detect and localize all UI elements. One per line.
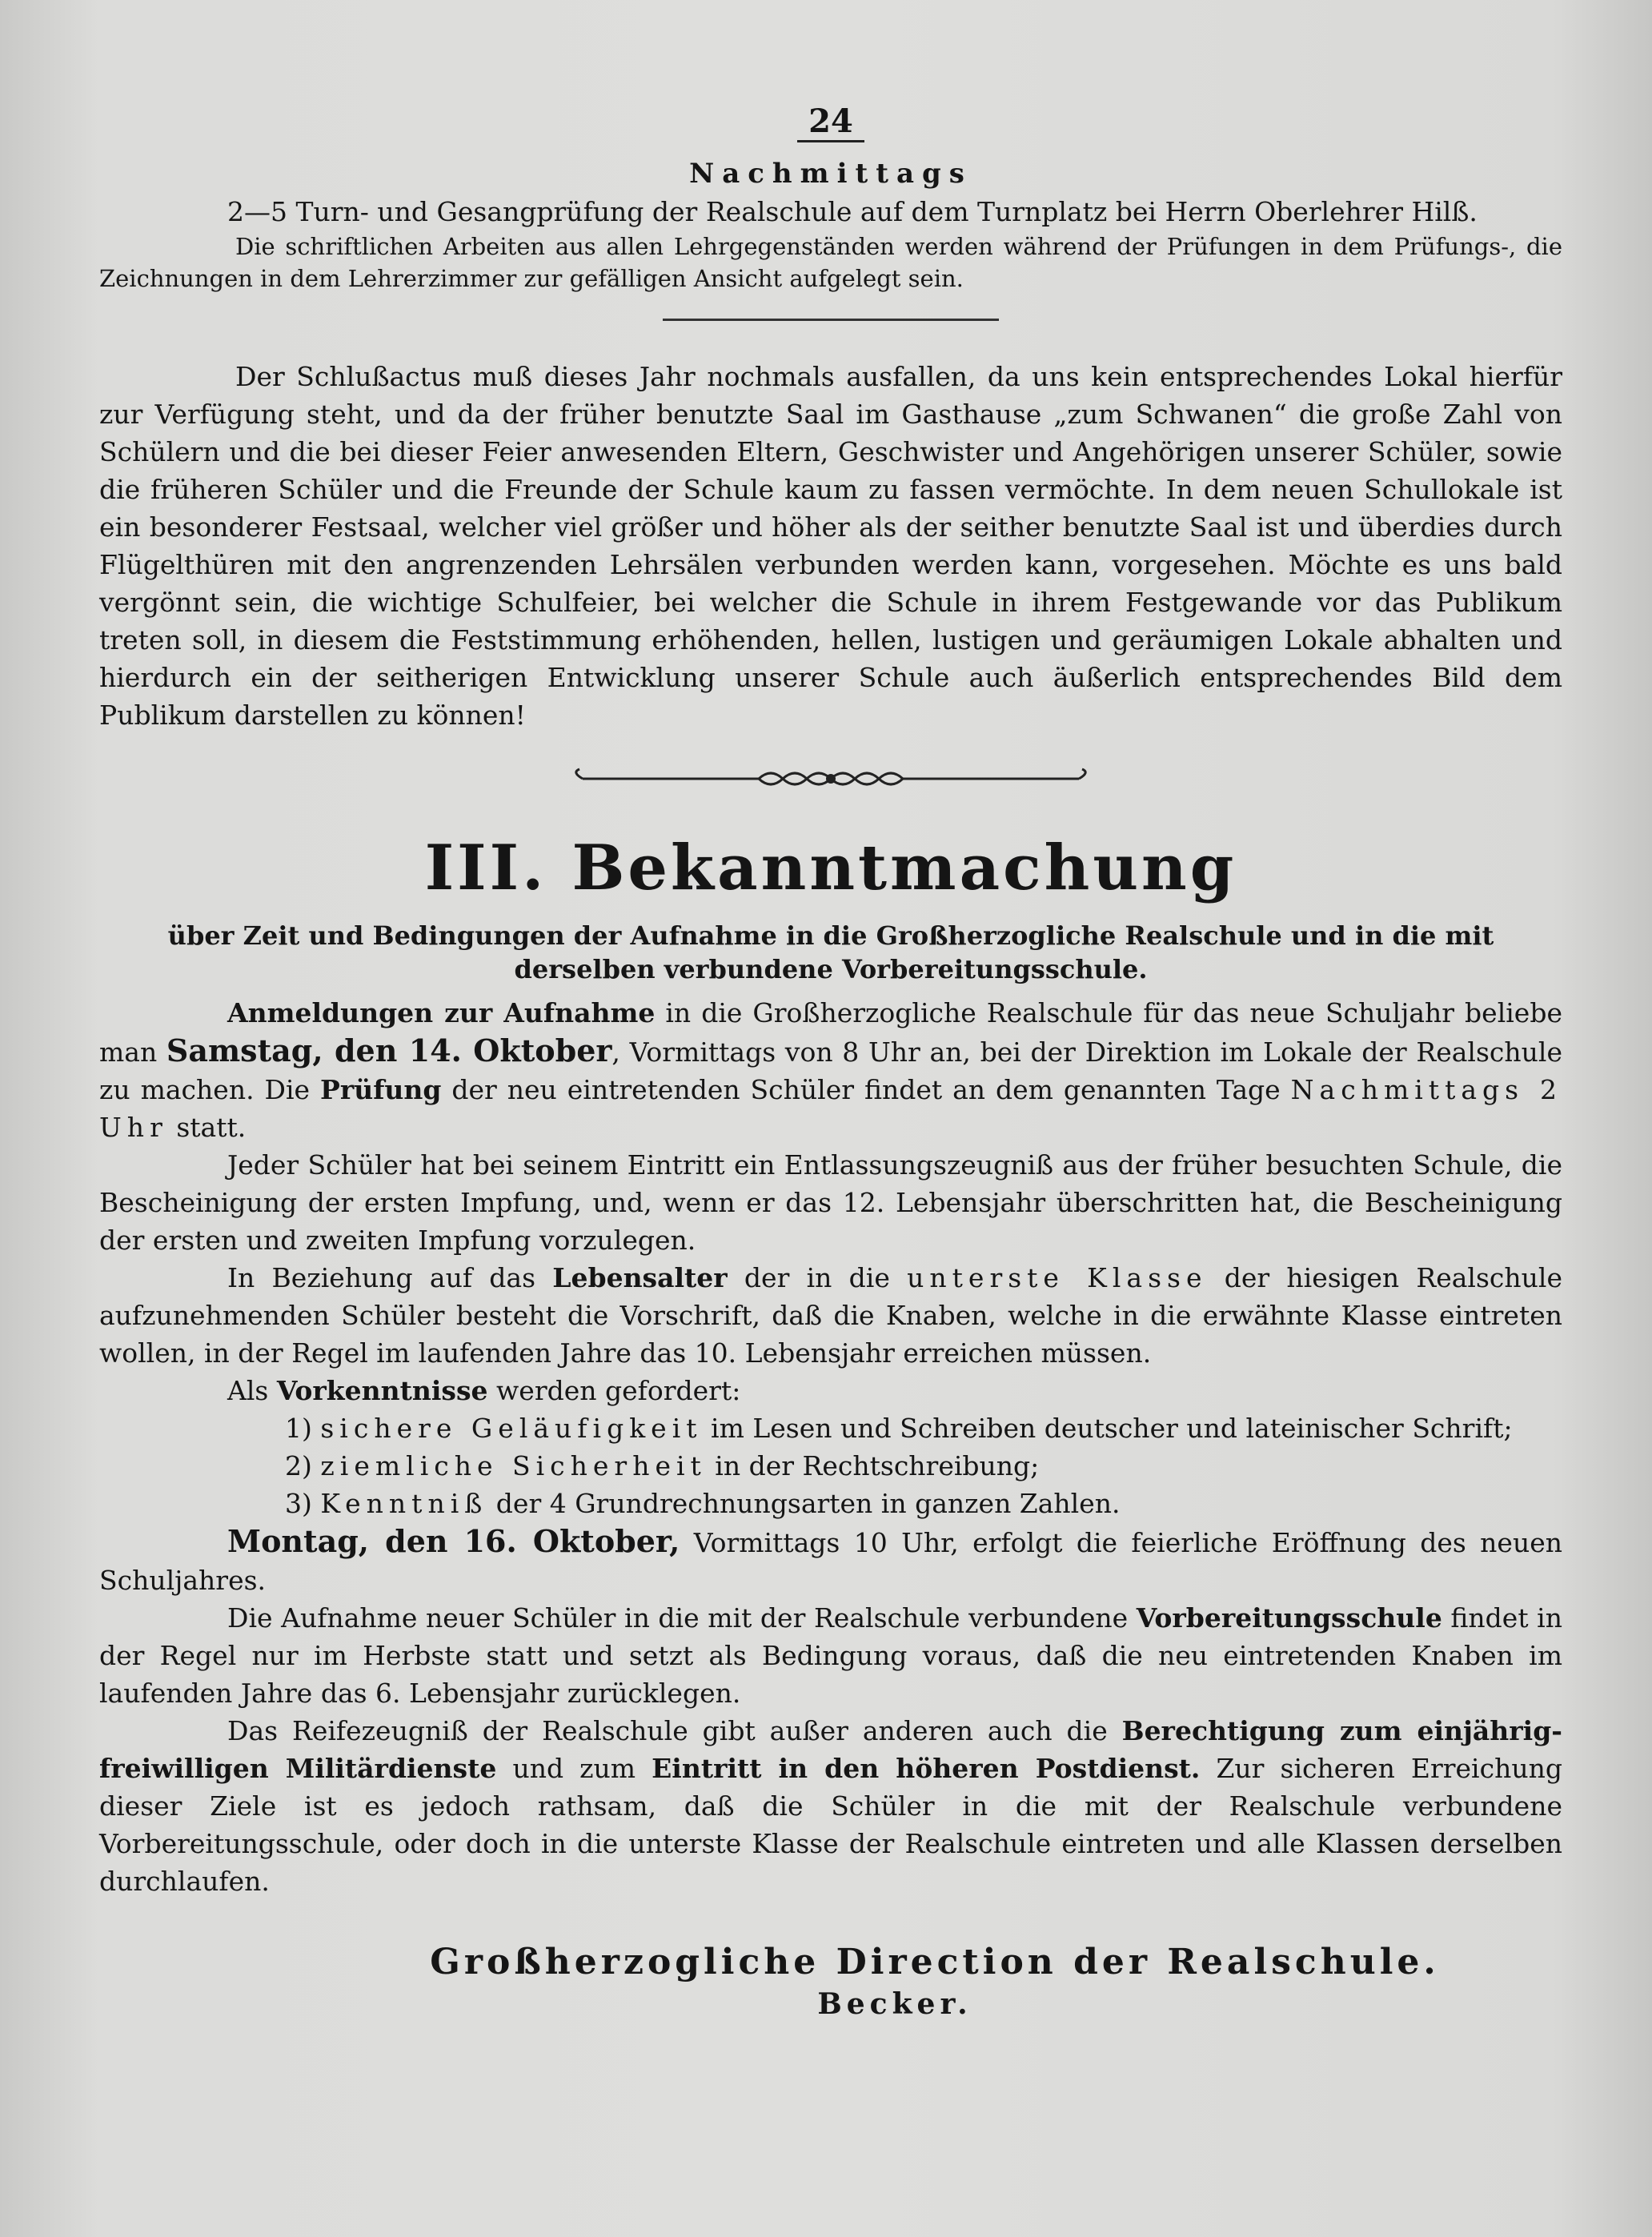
- age-paragraph: In Beziehung auf das Lebensalter der in die unterste Klasse der hiesigen Realschule aufzunehmenden Schüler besteht die Vorschrift, daß die Knaben, welche in die erwähnte Klasse eintreten wollen, in der Regel im laufenden Jahre das 10. Lebensjahr erreichen müssen.: [99, 1262, 1562, 1369]
- announcement-title: Bekanntmachung: [571, 832, 1237, 904]
- announcement-subtitle: über Zeit und Bedingungen der Aufnahme in die Großherzogliche Realschule und in die mit derselben verbundene Vorbereitungsschule.: [167, 920, 1494, 984]
- exam-term: Prüfung: [320, 1074, 442, 1105]
- afternoon-schedule: 2—5 Turn- und Gesangprüfung der Realschule auf dem Turnplatz bei Herrn Oberlehrer Hilß.: [227, 196, 1478, 227]
- registration-lead: Anmeldungen zur Aufnahme: [227, 997, 656, 1028]
- certificates-paragraph: Jeder Schüler hat bei seinem Eintritt ein Entlassungszeugniß aus der früher besuchten Schule, die Bescheinigung der ersten Impfung, und, wenn er das 12. Lebensjahr überschritten hat, die Bescheinigung der ersten und zweiten Impfung vorzulegen.: [99, 1149, 1562, 1256]
- opening-date: Montag, den 16. Oktober,: [227, 1523, 680, 1559]
- announcement-heading: [99, 832, 1562, 904]
- prior-knowledge-intro: Als Vorkenntnisse werden gefordert:: [227, 1375, 741, 1406]
- prep-school-term: Vorbereitungsschule: [1136, 1602, 1442, 1634]
- prep-school-paragraph: Die Aufnahme neuer Schüler in die mit der Realschule verbundene Vorbereitungsschule findet in der Regel nur im Herbste statt und setzt als Bedingung voraus, daß die neu eintretenden Knaben im laufenden Jahre das 6. Lebensjahr zurücklegen.: [99, 1602, 1562, 1709]
- signature-name: Becker.: [817, 1987, 972, 2021]
- page-number: 24: [99, 102, 1562, 140]
- prior-knowledge-term: Vorkenntnisse: [276, 1375, 488, 1406]
- afternoon-heading: Nachmittags: [689, 158, 972, 190]
- military-right-term: Berechtigung zum einjährig-freiwilligen Militärdienste: [99, 1715, 1562, 1784]
- closing-paragraph: Der Schlußactus muß dieses Jahr nochmals ausfallen, da uns kein entsprechendes Lokal hierfür zur Verfügung steht, und da der früher benutzte Saal im Gasthause „zum Schwanen“ die große Zahl von Schülern und die bei dieser Feier anwesenden Eltern, Geschwister und Angehörigen unserer Schüler, sowie die früheren Schüler und die Freunde der Schule kaum zu fassen vermöchte. In dem neuen Schullokale ist ein besonderer Festsaal, welcher viel größer und höher als der seither benutzte Saal ist und überdies durch Flügelthüren mit den angrenzenden Lehrsälen verbunden werden kann, vorgesehen. Möchte es uns bald vergönnt sein, die wichtige Schulfeier, bei welcher die Schule in ihrem Festgewande vor das Publikum treten soll, in diesem die Feststimmung erhöhenden, hellen, lustigen und geräumigen Lokale abhalten und hierdurch ein der seitherigen Entwicklung unserer Schule auch äußerlich entsprechendes Bild dem Publikum darstellen zu können!: [99, 361, 1562, 731]
- section-numeral: III.: [424, 832, 547, 904]
- certificate-rights-paragraph: Das Reifezeugniß der Realschule gibt außer anderen auch die Berechtigung zum einjährig-freiwilligen Militärdienste und zum Eintritt in den höheren Postdienst. Zur sicheren Erreichung dieser Ziele ist es jedoch rathsam, daß die Schüler in die mit der Realschule verbundene Vorbereitungsschule, oder doch in die unterste Klasse der Realschule eintreten und alle Klassen derselben durchlaufen.: [99, 1715, 1562, 1897]
- afternoon-note: Die schriftlichen Arbeiten aus allen Lehrgegenständen werden während der Prüfungen in dem Prüfungs-, die Zeichnungen in dem Lehrerzimmer zur gefälligen Ansicht aufgelegt sein.: [99, 233, 1562, 292]
- list-item: 3) Kenntniß der 4 Grundrechnungsarten in ganzen Zahlen.: [285, 1488, 1121, 1519]
- exam-time: Nachmittags 2 Uhr: [99, 1074, 1563, 1143]
- registration-paragraph: Anmeldungen zur Aufnahme in die Großherzogliche Realschule für das neue Schuljahr beliebe man Samstag, den 14. Oktober, Vormittags von 8 Uhr an, bei der Direktion im Lokale der Realschule zu machen. Die Prüfung der neu eintretenden Schüler findet an dem genannten Tage Nachmittags 2 Uhr statt.: [99, 997, 1563, 1143]
- opening-paragraph: Montag, den 16. Oktober, Vormittags 10 Uhr, erfolgt die feierliche Eröffnung des neuen Schuljahres.: [99, 1523, 1562, 1596]
- list-item: 2) ziemliche Sicherheit in der Rechtschreibung;: [285, 1450, 1040, 1481]
- registration-date: Samstag, den 14. Oktober: [166, 1032, 612, 1068]
- ornament-divider: [567, 764, 1095, 793]
- list-item: 1) sichere Geläufigkeit im Lesen und Schreiben deutscher und lateinischer Schrift;: [285, 1413, 1513, 1444]
- postal-service-term: Eintritt in den höheren Postdienst.: [652, 1753, 1201, 1784]
- lowest-class-term: unterste Klasse: [907, 1262, 1208, 1293]
- age-term: Lebensalter: [552, 1262, 728, 1293]
- signature-direction: Großherzogliche Direction der Realschule.: [430, 1942, 1440, 1982]
- requirements-list: [99, 1409, 1562, 1522]
- section-divider: [663, 319, 999, 321]
